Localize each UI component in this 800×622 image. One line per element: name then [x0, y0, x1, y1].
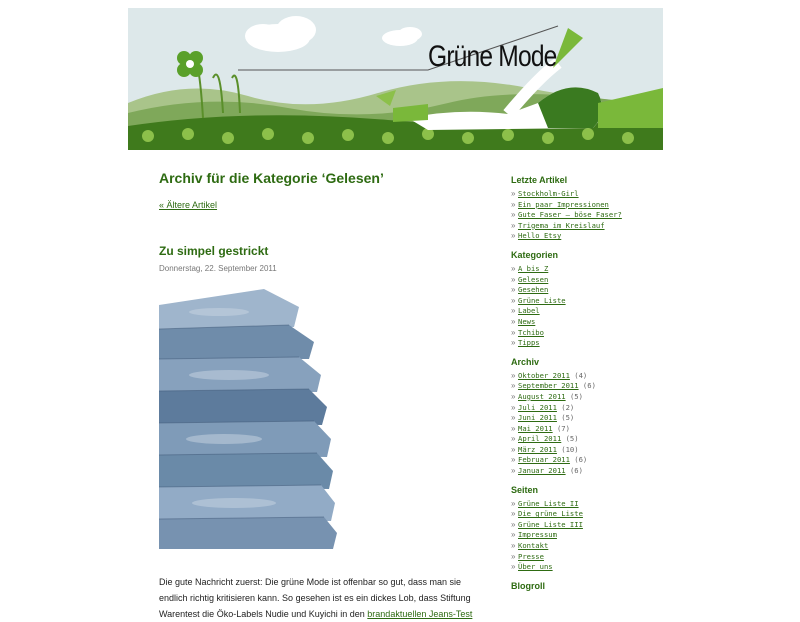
- archive-count: (6): [574, 455, 588, 465]
- list-item: [511, 210, 671, 221]
- archive-count: (5): [565, 434, 579, 444]
- list-item: [511, 200, 671, 211]
- recent-posts-list: [511, 189, 671, 242]
- archive-month-link[interactable]: Oktober 2011: [518, 370, 570, 380]
- list-item: [511, 285, 671, 296]
- list-item: [511, 317, 671, 328]
- list-item: [511, 392, 671, 403]
- bullet-icon: »: [511, 498, 516, 508]
- jeans-test-link[interactable]: brandaktuellen Jeans-Test: [367, 609, 473, 619]
- list-item: [511, 275, 671, 286]
- bullet-icon: »: [511, 509, 516, 519]
- recent-post-link[interactable]: Trigema im Kreislauf: [518, 220, 605, 230]
- archive-list: [511, 371, 671, 477]
- bullet-icon: »: [511, 391, 516, 401]
- bullet-icon: »: [511, 381, 516, 391]
- bullet-icon: »: [511, 210, 516, 220]
- archive-count: (5): [569, 391, 583, 401]
- bullet-icon: »: [511, 466, 516, 476]
- list-item: [511, 221, 671, 232]
- bullet-icon: »: [511, 562, 516, 572]
- page-link[interactable]: Grüne Liste III: [518, 519, 583, 529]
- archive-month-link[interactable]: September 2011: [518, 381, 579, 391]
- list-item: [511, 424, 671, 435]
- bullet-icon: »: [511, 423, 516, 433]
- archive-month-link[interactable]: Juli 2011: [518, 402, 557, 412]
- bullet-icon: »: [511, 306, 516, 316]
- page-link[interactable]: Kontakt: [518, 541, 549, 551]
- category-link[interactable]: Tchibo: [518, 327, 544, 337]
- list-item: [511, 328, 671, 339]
- recent-post-link[interactable]: Ein paar Impressionen: [518, 199, 609, 209]
- list-item: [511, 189, 671, 200]
- list-item: [511, 231, 671, 242]
- post-text-line: Die gute Nachricht zuerst: Die grüne Mode ist offenbar so gut, dass man sie: [159, 577, 461, 587]
- post-excerpt: [159, 574, 479, 622]
- sidebar: [511, 175, 671, 595]
- main-content: [159, 170, 479, 622]
- archive-month-link[interactable]: Februar 2011: [518, 455, 570, 465]
- archive-count: (4): [574, 370, 588, 380]
- list-item: [511, 499, 671, 510]
- bullet-icon: »: [511, 189, 516, 198]
- archive-count: (5): [561, 413, 575, 423]
- archive-count: (6): [569, 466, 583, 476]
- list-item: [511, 455, 671, 466]
- list-item: [511, 264, 671, 275]
- header-illustration: [128, 8, 663, 150]
- archive-month-link[interactable]: Juni 2011: [518, 413, 557, 423]
- older-posts-link[interactable]: « Ältere Artikel: [159, 200, 218, 210]
- blog-title[interactable]: Grüne Mode: [428, 40, 557, 73]
- bullet-icon: »: [511, 370, 516, 380]
- category-link[interactable]: Gesehen: [518, 285, 549, 295]
- list-item: [511, 445, 671, 456]
- post-text-fragment: Warentest die Öko-Labels Nudie und Kuyichi in den: [159, 609, 368, 619]
- page-link[interactable]: Grüne Liste II: [518, 498, 579, 508]
- blogroll-heading: Blogroll: [511, 580, 545, 591]
- list-item: [511, 413, 671, 424]
- header-banner[interactable]: [128, 8, 663, 150]
- categories-heading: Kategorien: [511, 249, 559, 260]
- post-date: Donnerstag, 22. September 2011: [159, 264, 277, 273]
- list-item: [511, 306, 671, 317]
- page-link[interactable]: Impressum: [518, 530, 557, 540]
- list-item: [511, 530, 671, 541]
- bullet-icon: »: [511, 413, 516, 423]
- list-item: [511, 466, 671, 477]
- bullet-icon: »: [511, 434, 516, 444]
- pages-heading: Seiten: [511, 484, 539, 495]
- archive-count: (10): [561, 444, 579, 454]
- page-link[interactable]: Die grüne Liste: [518, 509, 583, 519]
- bullet-icon: »: [511, 285, 516, 295]
- bullet-icon: »: [511, 199, 516, 209]
- archive-month-link[interactable]: August 2011: [518, 391, 566, 401]
- bullet-icon: »: [511, 519, 516, 529]
- bullet-icon: »: [511, 274, 516, 284]
- bullet-icon: »: [511, 231, 516, 241]
- bullet-icon: »: [511, 530, 516, 540]
- recent-post-link[interactable]: Hello Etsy: [518, 231, 562, 241]
- list-item: [511, 552, 671, 563]
- list-item: [511, 403, 671, 414]
- archive-heading: Archiv: [511, 356, 540, 367]
- archive-month-link[interactable]: April 2011: [518, 434, 562, 444]
- categories-list: [511, 264, 671, 349]
- category-link[interactable]: Label: [518, 306, 540, 316]
- list-item: [511, 381, 671, 392]
- archive-month-link[interactable]: Januar 2011: [518, 466, 566, 476]
- post-text-line: [159, 606, 479, 622]
- list-item: [511, 541, 671, 552]
- archive-count: (7): [556, 423, 570, 433]
- recent-post-link[interactable]: Stockholm-Girl: [518, 189, 579, 198]
- list-item: [511, 371, 671, 382]
- list-item: [511, 509, 671, 520]
- post-text-line: endlich richtig kritisieren kann. So gesehen ist es ein dickes Lob, dass Stiftung: [159, 593, 471, 603]
- bullet-icon: »: [511, 402, 516, 412]
- bullet-icon: »: [511, 444, 516, 454]
- bullet-icon: »: [511, 316, 516, 326]
- category-link[interactable]: Tipps: [518, 338, 540, 348]
- bullet-icon: »: [511, 220, 516, 230]
- jeans-stack-image: [159, 287, 337, 549]
- page-link[interactable]: Über uns: [518, 562, 553, 572]
- archive-month-link[interactable]: März 2011: [518, 444, 557, 454]
- list-item: [511, 520, 671, 531]
- category-link[interactable]: A bis Z: [518, 263, 549, 273]
- list-item: [511, 562, 671, 573]
- bullet-icon: »: [511, 338, 516, 348]
- archive-month-link[interactable]: Mai 2011: [518, 423, 553, 433]
- bullet-icon: »: [511, 551, 516, 561]
- list-item: [511, 338, 671, 349]
- bullet-icon: »: [511, 455, 516, 465]
- bullet-icon: »: [511, 327, 516, 337]
- recent-post-link[interactable]: Gute Faser – böse Faser?: [518, 210, 622, 220]
- list-item: [511, 296, 671, 307]
- bullet-icon: »: [511, 263, 516, 273]
- category-link[interactable]: Grüne Liste: [518, 295, 566, 305]
- page-link[interactable]: Presse: [518, 551, 544, 561]
- archive-title: Archiv für die Kategorie ‘Gelesen’: [159, 170, 384, 186]
- bullet-icon: »: [511, 541, 516, 551]
- recent-posts-heading: Letzte Artikel: [511, 175, 568, 185]
- bullet-icon: »: [511, 295, 516, 305]
- archive-count: (6): [582, 381, 596, 391]
- archive-count: (2): [561, 402, 575, 412]
- list-item: [511, 434, 671, 445]
- pages-list: [511, 499, 671, 573]
- category-link[interactable]: News: [518, 316, 536, 326]
- post-title[interactable]: Zu simpel gestrickt: [159, 244, 269, 258]
- category-link[interactable]: Gelesen: [518, 274, 549, 284]
